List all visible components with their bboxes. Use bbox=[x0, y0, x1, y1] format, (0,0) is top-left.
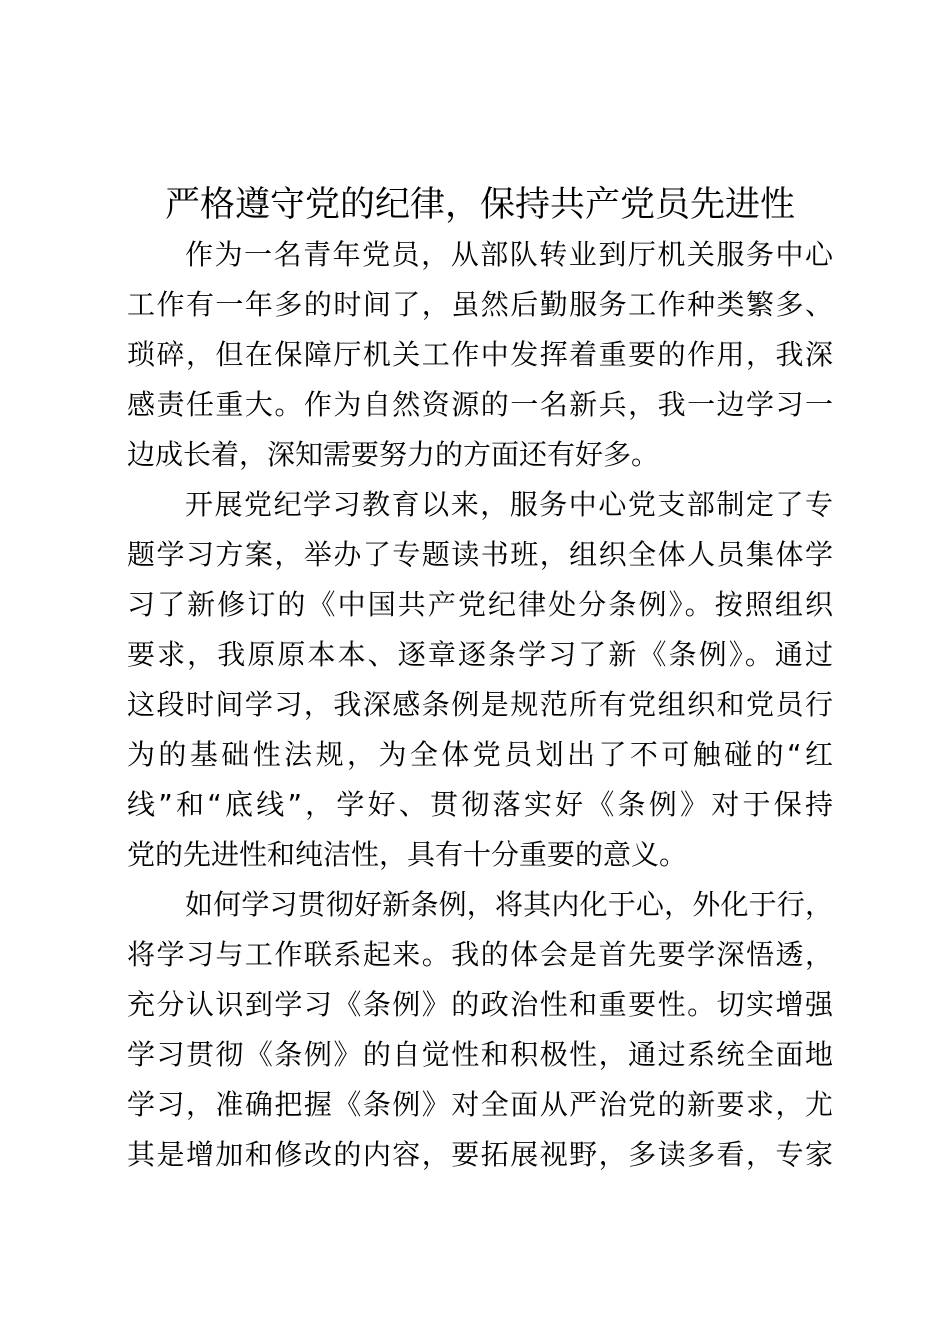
text-line: 工作有一年多的时间了，虽然后勤服务工作种类繁多、 bbox=[127, 288, 833, 321]
paragraph-1 bbox=[127, 230, 833, 480]
text-line: 为的基础性法规，为全体党员划出了不可触碰的“红 bbox=[127, 738, 833, 771]
text-line: 如何学习贯彻好新条例，将其内化于心，外化于行， bbox=[185, 888, 833, 921]
document-body bbox=[127, 230, 833, 1180]
text-line: 党的先进性和纯洁性，具有十分重要的意义。 bbox=[127, 838, 688, 871]
text-line: 线”和“底线”，学好、贯彻落实好《条例》对于保持 bbox=[127, 788, 833, 821]
text-line: 感责任重大。作为自然资源的一名新兵，我一边学习一 bbox=[127, 388, 833, 421]
text-line: 其是增加和修改的内容，要拓展视野，多读多看，专家 bbox=[127, 1138, 833, 1171]
document-title: 严格遵守党的纪律，保持共产党员先进性 bbox=[164, 185, 795, 225]
text-line: 题学习方案，举办了专题读书班，组织全体人员集体学 bbox=[127, 538, 833, 571]
text-line: 琐碎，但在保障厅机关工作中发挥着重要的作用，我深 bbox=[127, 338, 833, 371]
text-line: 这段时间学习，我深感条例是规范所有党组织和党员行 bbox=[127, 688, 833, 721]
text-line: 开展党纪学习教育以来，服务中心党支部制定了专 bbox=[185, 488, 833, 521]
paragraph-3 bbox=[127, 880, 833, 1180]
text-line: 习了新修订的《中国共产党纪律处分条例》。按照组织 bbox=[127, 588, 833, 621]
text-line: 学习贯彻《条例》的自觉性和积极性，通过系统全面地 bbox=[127, 1038, 833, 1071]
text-line: 将学习与工作联系起来。我的体会是首先要学深悟透， bbox=[127, 938, 833, 971]
text-line: 边成长着，深知需要努力的方面还有好多。 bbox=[127, 438, 660, 471]
text-line: 作为一名青年党员，从部队转业到厅机关服务中心 bbox=[185, 238, 833, 271]
paragraph-2 bbox=[127, 480, 833, 880]
text-line: 要求，我原原本本、逐章逐条学习了新《条例》。通过 bbox=[127, 638, 833, 671]
text-line: 学习，准确把握《条例》对全面从严治党的新要求，尤 bbox=[127, 1088, 833, 1121]
text-line: 充分认识到学习《条例》的政治性和重要性。切实增强 bbox=[127, 988, 833, 1021]
